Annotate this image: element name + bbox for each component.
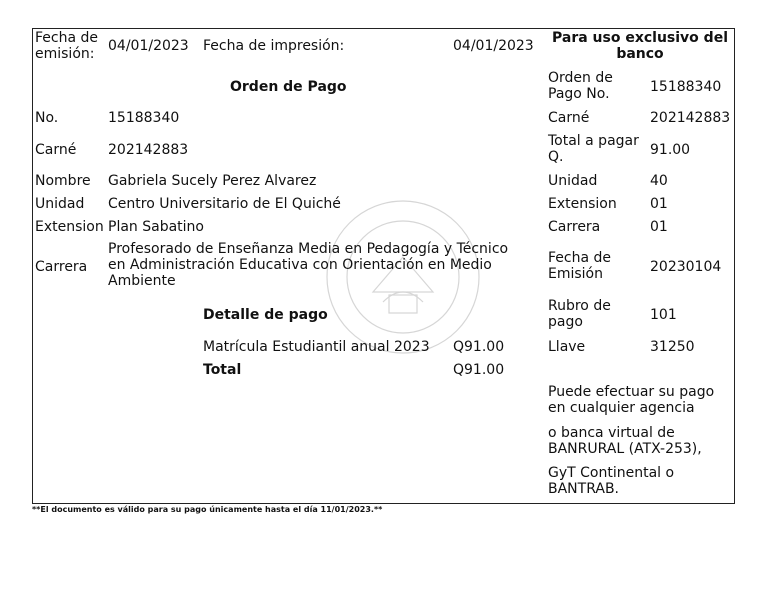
order-number-value: 15188340 (108, 110, 180, 126)
unit-value: Centro Universitario de El Quiché (108, 196, 341, 212)
student-name-value: Gabriela Sucely Perez Alvarez (108, 173, 317, 189)
bank-emission-date-label: Fecha de Emisión (548, 250, 611, 282)
payment-detail-title: Detalle de pago (203, 307, 328, 323)
bank-item-code-value: 101 (650, 307, 677, 323)
bank-item-code-label: Rubro de pago (548, 298, 611, 330)
bank-order-number-value: 15188340 (650, 79, 722, 95)
bank-key-label: Llave (548, 339, 586, 355)
order-number-label: No. (35, 110, 59, 126)
bank-order-number-label: Orden de Pago No. (548, 70, 613, 102)
payment-total-label: Total (203, 362, 242, 378)
extension-label: Extension (35, 219, 104, 235)
emission-date-value: 04/01/2023 (108, 38, 189, 54)
print-date-value: 04/01/2023 (453, 38, 534, 54)
bank-total-value: 91.00 (650, 142, 691, 158)
bank-unit-value: 40 (650, 173, 668, 189)
bank-emission-date-value: 20230104 (650, 259, 722, 275)
unit-label: Unidad (35, 196, 85, 212)
bank-extension-label: Extension (548, 196, 617, 212)
emission-date-label: Fecha de emisión: (35, 30, 98, 62)
payment-item-label: Matrícula Estudiantil anual 2023 (203, 339, 430, 355)
bank-career-label: Carrera (548, 219, 601, 235)
bank-note-agency: Puede efectuar su pago en cualquier agencia (548, 384, 715, 416)
bank-key-value: 31250 (650, 339, 695, 355)
bank-use-title: Para uso exclusivo del banco (551, 30, 728, 62)
bank-note-banks: GyT Continental o BANTRAB. (548, 465, 675, 497)
page-title: Orden de Pago (230, 79, 347, 95)
career-label: Carrera (35, 259, 88, 275)
bank-student-id-value: 202142883 (650, 110, 731, 126)
bank-extension-value: 01 (650, 196, 668, 212)
validity-footnote: **El documento es válido para su pago únicamente hasta el día 11/01/2023.** (32, 505, 383, 514)
bank-career-value: 01 (650, 219, 668, 235)
payment-total-amount: Q91.00 (453, 362, 505, 378)
bank-total-label: Total a pagar Q. (548, 133, 639, 165)
student-name-label: Nombre (35, 173, 91, 189)
bank-note-virtual: o banca virtual de BANRURAL (ATX-253), (548, 425, 702, 457)
payment-order-document (32, 28, 735, 504)
bank-unit-label: Unidad (548, 173, 598, 189)
bank-student-id-label: Carné (548, 110, 590, 126)
student-id-value: 202142883 (108, 142, 189, 158)
career-value: Profesorado de Enseñanza Media en Pedagogía y Técnico en Administración Educativa con Orientación en Medio Ambiente (108, 241, 509, 289)
student-id-label: Carné (35, 142, 77, 158)
extension-value: Plan Sabatino (108, 219, 204, 235)
print-date-label: Fecha de impresión: (203, 38, 345, 54)
payment-item-amount: Q91.00 (453, 339, 505, 355)
